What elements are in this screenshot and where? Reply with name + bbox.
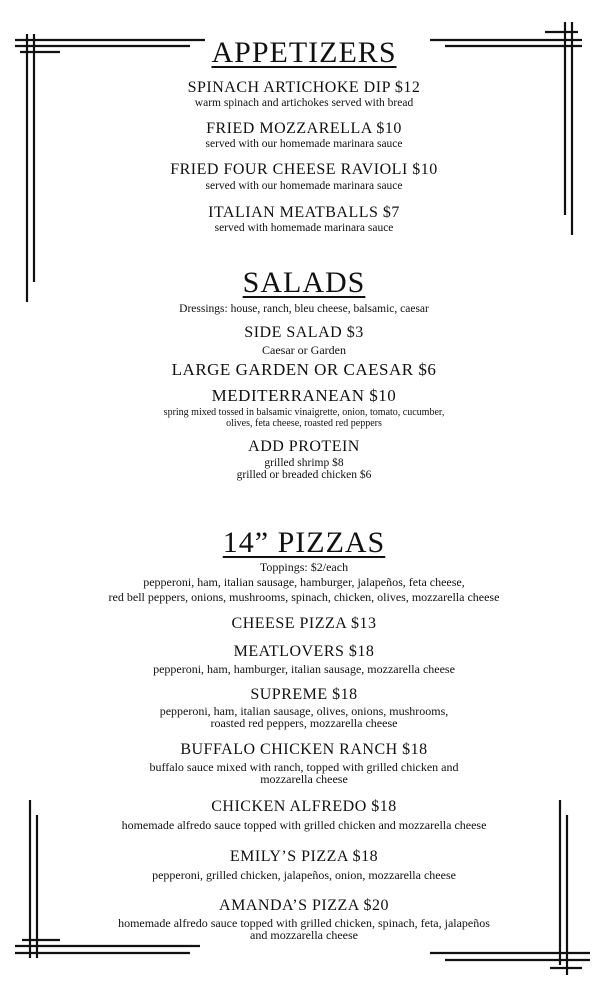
salad-item-name: LARGE GARDEN OR CAESAR $6	[171, 360, 437, 379]
appetizer-item-desc: warm spinach and artichokes served with bread	[194, 97, 414, 109]
pizza-item-desc: buffalo sauce mixed with ranch, topped with grilled chicken and	[149, 760, 459, 774]
pizzas-title: 14” PIZZAS	[222, 526, 386, 559]
pizza-item-desc: homemade alfredo sauce topped with grilled chicken, spinach, feta, jalapeños	[118, 916, 490, 930]
pizza-item-name: MEATLOVERS $18	[233, 643, 375, 660]
pizza-item-name: AMANDA’S PIZZA $20	[219, 897, 389, 914]
appetizer-item-desc: served with homemade marinara sauce	[214, 222, 394, 234]
pizza-item-desc: pepperoni, grilled chicken, jalapeños, onion, mozzarella cheese	[152, 868, 456, 882]
salad-item-name: MEDITERRANEAN $10	[211, 386, 397, 405]
appetizer-item-desc: served with our homemade marinara sauce	[205, 180, 403, 192]
pizza-item-desc: homemade alfredo sauce topped with grilled chicken and mozzarella cheese	[121, 818, 487, 832]
salad-item-desc: grilled or breaded chicken $6	[236, 469, 372, 481]
pizza-item-desc: roasted red peppers, mozzarella cheese	[210, 716, 398, 730]
pizza-toppings-label: Toppings: $2/each	[259, 560, 349, 574]
pizza-item-name: SUPREME $18	[250, 686, 358, 703]
salad-item-desc: grilled shrimp $8	[264, 457, 344, 469]
salad-item-desc: spring mixed tossed in balsamic vinaigrette, onion, tomato, cucumber,	[163, 407, 445, 418]
appetizer-item-name: ITALIAN MEATBALLS $7	[208, 204, 400, 221]
pizza-item-desc: and mozzarella cheese	[250, 928, 358, 942]
pizza-toppings-list: pepperoni, ham, italian sausage, hamburger, jalapeños, feta cheese,	[143, 575, 465, 589]
pizza-item-desc: pepperoni, ham, italian sausage, olives, onions, mushrooms,	[159, 704, 449, 718]
salad-item-desc: olives, feta cheese, roasted red peppers	[226, 418, 382, 429]
pizza-item-name: CHICKEN ALFREDO $18	[211, 798, 397, 815]
appetizer-item-name: FRIED FOUR CHEESE RAVIOLI $10	[170, 161, 438, 178]
appetizer-item-name: FRIED MOZZARELLA $10	[206, 120, 402, 137]
pizza-toppings-list: red bell peppers, onions, mushrooms, spinach, chicken, olives, mozzarella cheese	[108, 590, 500, 604]
pizza-item-name: EMILY’S PIZZA $18	[229, 848, 379, 865]
appetizers-title: APPETIZERS	[211, 36, 397, 69]
pizza-item-name: CHEESE PIZZA $13	[231, 615, 377, 632]
salad-item-desc: Caesar or Garden	[262, 343, 346, 357]
salad-dressings: Dressings: house, ranch, bleu cheese, balsamic, caesar	[179, 303, 429, 315]
salads-title: SALADS	[242, 266, 366, 299]
pizza-item-name: BUFFALO CHICKEN RANCH $18	[180, 741, 428, 758]
pizza-item-desc: mozzarella cheese	[260, 772, 348, 786]
appetizer-item-name: SPINACH ARTICHOKE DIP $12	[187, 79, 421, 96]
salad-item-name: SIDE SALAD $3	[244, 324, 364, 341]
pizza-item-desc: pepperoni, ham, hamburger, italian sausage, mozzarella cheese	[153, 662, 455, 676]
salad-item-name: ADD PROTEIN	[248, 438, 360, 455]
appetizer-item-desc: served with our homemade marinara sauce	[205, 138, 403, 150]
